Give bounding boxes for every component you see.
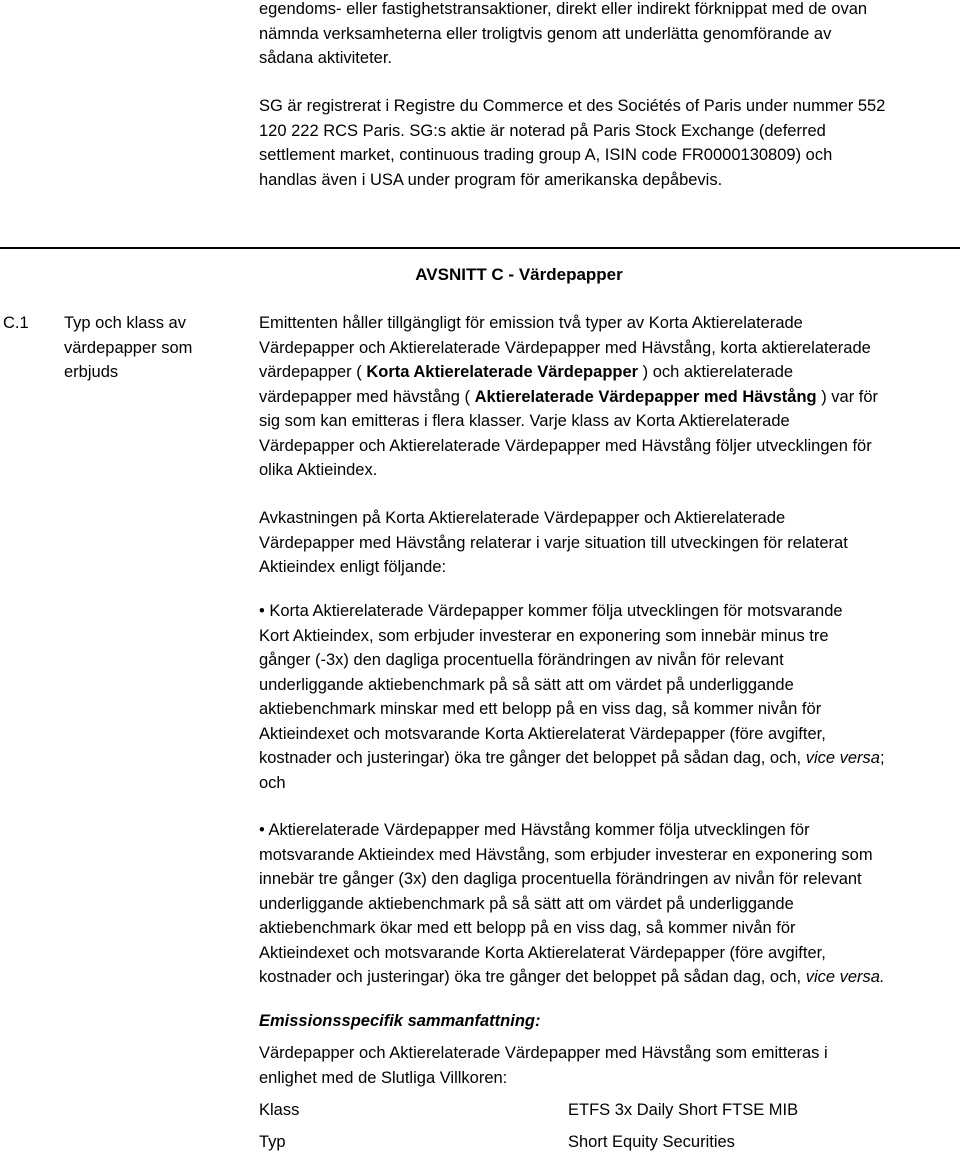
p1-line4-post: ) var för — [816, 387, 879, 406]
bullet1-line7-pre: kostnader och justeringar) öka tre gånger det beloppet på sådan dag, och, — [259, 749, 806, 767]
leveraged-securities-defined-term: Aktierelaterade Värdepapper med Hävstång — [474, 387, 817, 406]
registration-line: handlas även i USA under program för amerikanska depåbevis. — [259, 170, 723, 189]
element-number: C.1 — [3, 314, 29, 332]
bullet1-line7-post: ; — [879, 749, 885, 767]
registration-line: settlement market, continuous trading group A, ISIN code FR0000130809) och — [259, 146, 833, 164]
p1-line3-pre: värdepapper ( — [259, 363, 367, 381]
bullet1-line: underliggande aktiebenchmark på så sätt att om värdet på underliggande — [259, 675, 794, 694]
registration-line: SG är registrerat i Registre du Commerce et des Sociétés of Paris under nummer 552 — [259, 97, 886, 115]
bullet1-line — [259, 746, 959, 771]
type-label: Typ — [259, 1133, 286, 1151]
p1-line — [259, 360, 959, 385]
bullet2-line: aktiebenchmark ökar med ett belopp på en viss dag, så kommer nivån för — [259, 919, 796, 937]
summary-heading: Emissionsspecifik sammanfattning: — [259, 1012, 541, 1030]
p1-line: Värdepapper och Aktierelaterade Värdepapper med Hävstång, korta aktierelaterade — [259, 338, 871, 357]
element-title — [64, 311, 244, 385]
bullet2-line: motsvarande Aktieindex med Hävstång, som erbjuder investerar en exponering som — [259, 845, 873, 864]
return-paragraph — [259, 506, 959, 580]
bullet2-line: underliggande aktiebenchmark på så sätt att om värdet på underliggande — [259, 894, 794, 913]
bullet-leveraged-securities — [259, 818, 959, 990]
intro-line: nämnda verksamheterna eller troligtvis genom att underlätta genomförande av — [259, 24, 832, 43]
bullet2-line: Aktieindexet och motsvarande Korta Aktierelaterat Värdepapper (före avgifter, — [259, 943, 826, 962]
summary-line: Värdepapper och Aktierelaterade Värdepapper med Hävstång som emitteras i — [259, 1044, 828, 1062]
vice-versa-italic: vice versa. — [805, 968, 885, 986]
securities-types-paragraph — [259, 311, 959, 483]
section-heading: AVSNITT C - Värdepapper — [415, 265, 623, 284]
bullet2-line — [259, 965, 959, 990]
p1-line: Värdepapper och Aktierelaterade Värdepapper med Hävstång följer utvecklingen för — [259, 436, 872, 455]
element-title-line: Typ och klass av — [64, 314, 186, 332]
bullet2-line: innebär tre gånger (3x) den dagliga procentuella förändringen av nivån för relevant — [259, 870, 862, 888]
p2-line: Värdepapper med Hävstång relaterar i varje situation till utveckingen för relaterat — [259, 533, 848, 552]
bullet1-line: • Korta Aktierelaterade Värdepapper kommer följa utvecklingen för motsvarande — [259, 602, 843, 620]
bullet1-line: gånger (-3x) den dagliga procentuella förändringen av nivån för relevant — [259, 651, 784, 669]
summary-intro — [259, 1041, 959, 1090]
p2-line: Avkastningen på Korta Aktierelaterade Värdepapper och Aktierelaterade — [259, 509, 786, 527]
intro-line: egendoms- eller fastighetstransaktioner, direkt eller indirekt förknippat med de ovan — [259, 0, 868, 18]
bullet-short-securities — [259, 599, 959, 795]
bullet1-line: Kort Aktieindex, som erbjuder investerar en exponering som innebär minus tre — [259, 626, 829, 645]
class-value: ETFS 3x Daily Short FTSE MIB — [568, 1101, 799, 1119]
p1-line4-pre: värdepapper med hävstång ( — [259, 387, 475, 406]
bullet1-line: Aktieindexet och motsvarande Korta Aktierelaterat Värdepapper (före avgifter, — [259, 724, 826, 743]
intro-paragraph — [259, 0, 959, 71]
p1-line: olika Aktieindex. — [259, 461, 378, 479]
element-title-line: värdepapper som — [64, 338, 193, 357]
registration-line: 120 222 RCS Paris. SG:s aktie är noterad på Paris Stock Exchange (deferred — [259, 121, 826, 140]
intro-line: sådana aktiviteter. — [259, 49, 392, 67]
p1-line: sig som kan emitteras i flera klasser. Varje klass av Korta Aktierelaterade — [259, 412, 790, 430]
bullet1-line: och — [259, 773, 286, 792]
vice-versa-italic: vice versa — [805, 749, 880, 767]
bullet1-line: aktiebenchmark minskar med ett belopp på en viss dag, så kommer nivån för — [259, 700, 822, 718]
summary-line: enlighet med de Slutliga Villkoren: — [259, 1068, 508, 1087]
p1-line — [259, 385, 959, 410]
bullet2-line7-pre: kostnader och justeringar) öka tre gånger det beloppet på sådan dag, och, — [259, 968, 806, 986]
element-title-line: erbjuds — [64, 363, 119, 381]
class-label: Klass — [259, 1101, 300, 1119]
registration-paragraph — [259, 94, 959, 192]
section-divider — [0, 247, 960, 249]
type-value: Short Equity Securities — [568, 1133, 735, 1151]
p1-line3-post: ) och aktierelaterade — [638, 363, 794, 381]
bullet2-line: • Aktierelaterade Värdepapper med Hävstång kommer följa utvecklingen för — [259, 821, 810, 839]
p1-line: Emittenten håller tillgängligt för emission två typer av Korta Aktierelaterade — [259, 314, 803, 332]
short-securities-defined-term: Korta Aktierelaterade Värdepapper — [366, 363, 639, 381]
p2-line: Aktieindex enligt följande: — [259, 558, 447, 576]
